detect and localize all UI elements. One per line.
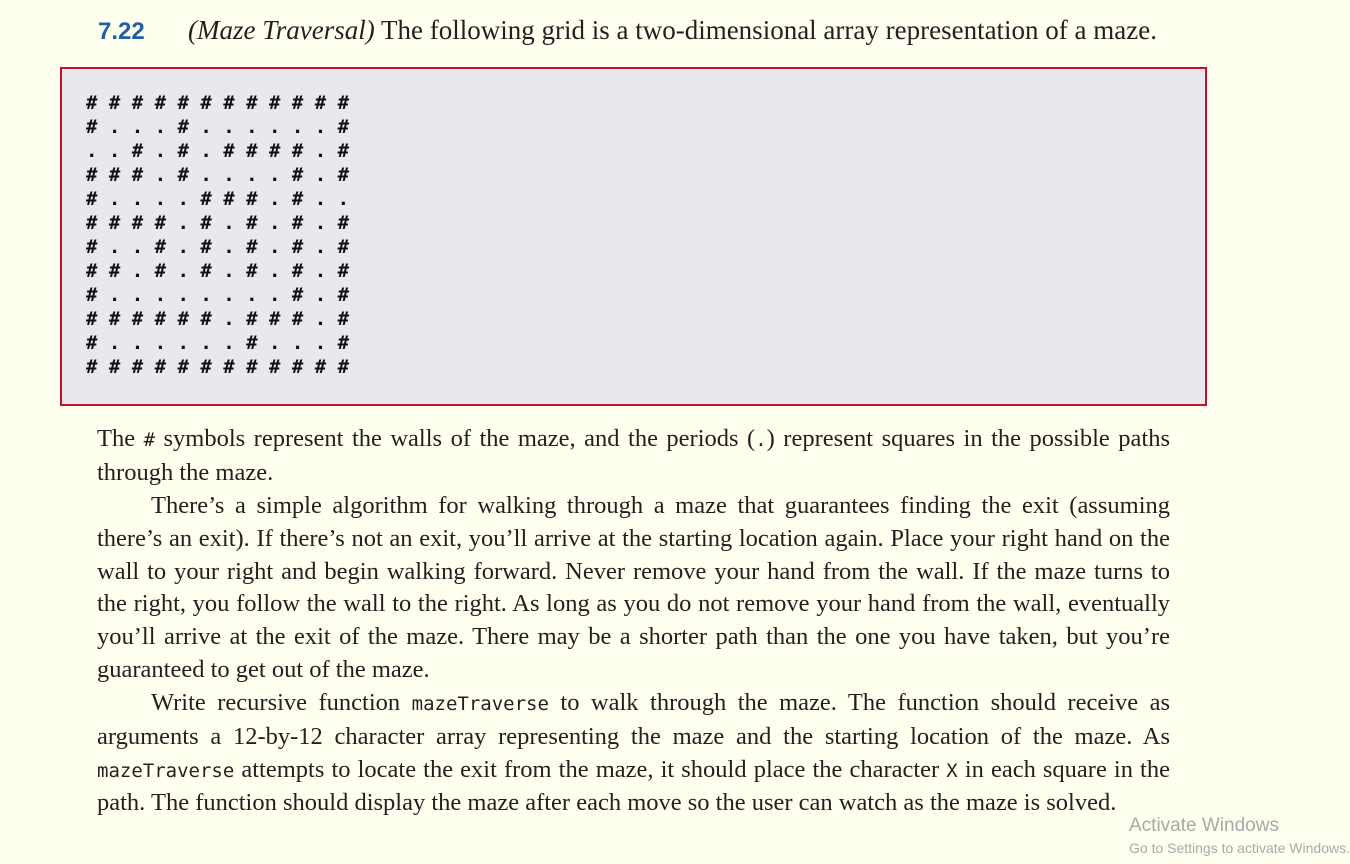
character-x: X: [946, 759, 958, 782]
maze-row: # . . . # . . . . . . #: [86, 116, 350, 138]
paragraph-task: [97, 687, 1170, 820]
maze-row: # . . . . # # # . # . .: [86, 188, 350, 210]
maze-row: # # # # # # # # # # # #: [86, 92, 350, 114]
hash-symbol: #: [143, 429, 156, 451]
activate-windows-watermark: Activate Windows: [1129, 815, 1279, 836]
maze-row: # . . # . # . # . # . #: [86, 236, 350, 258]
text-run: in each square in the path. The function should display the maze after each move so the user can watch as the maze is solved.: [97, 755, 1170, 817]
maze-row: # # . # . # . # . # . #: [86, 260, 350, 282]
text-run: The: [97, 425, 144, 452]
paragraph-walls: [97, 423, 1170, 490]
maze-row: # # # # # # # # # # # #: [86, 356, 350, 378]
maze-row: # . . . . . . . . # . #: [86, 284, 350, 306]
maze-row: # # # # . # . # . # . #: [86, 212, 350, 234]
exercise-title: (Maze Traversal): [188, 15, 375, 45]
exercise-number: 7.22: [98, 18, 145, 45]
activate-windows-hint: Go to Settings to activate Windows.: [1129, 840, 1350, 856]
text-run: Write recursive function: [151, 689, 412, 716]
maze-grid-box: [60, 67, 1207, 406]
maze-row: # # # . # . . . . # . #: [86, 164, 350, 186]
maze-row: # . . . . . . # . . . #: [86, 332, 350, 354]
function-name: mazeTraverse: [97, 759, 235, 782]
text-run: attempts to locate the exit from the maze, it should place the character: [234, 755, 947, 783]
paragraph-algorithm: There’s a simple algorithm for walking through a maze that guarantees finding the exit (assuming there’s an exit). If there’s not an exit, you’ll arrive at the starting location again. Place your right hand on the wall to your right and begin walking forward. Never remove your hand from the wall. If the maze turns to the right, you follow the wall to the right. As long as you do not remove your hand from the wall, eventually you’ll arrive at the exit of the maze. There may be a shorter path than the one you have taken, but you’re guaranteed to get out of the maze.: [97, 492, 1170, 683]
text-run: to walk through the maze. The function should receive as arguments a 12-by-12 character array representing the maze and the starting location of the maze. As: [97, 689, 1171, 750]
maze-row: . . # . # . # # # # . #: [86, 140, 350, 162]
function-name: mazeTraverse: [411, 693, 549, 715]
text-run: symbols represent the walls of the maze, and the periods (: [155, 425, 756, 452]
text-run: ) represent squares in the possible paths through the maze.: [97, 425, 1170, 486]
maze-row: # # # # # # . # # # . #: [86, 308, 350, 330]
period-symbol: .: [755, 429, 767, 451]
exercise-heading: [98, 10, 1198, 50]
exercise-intro: The following grid is a two-dimensional array representation of a maze.: [381, 15, 1157, 45]
